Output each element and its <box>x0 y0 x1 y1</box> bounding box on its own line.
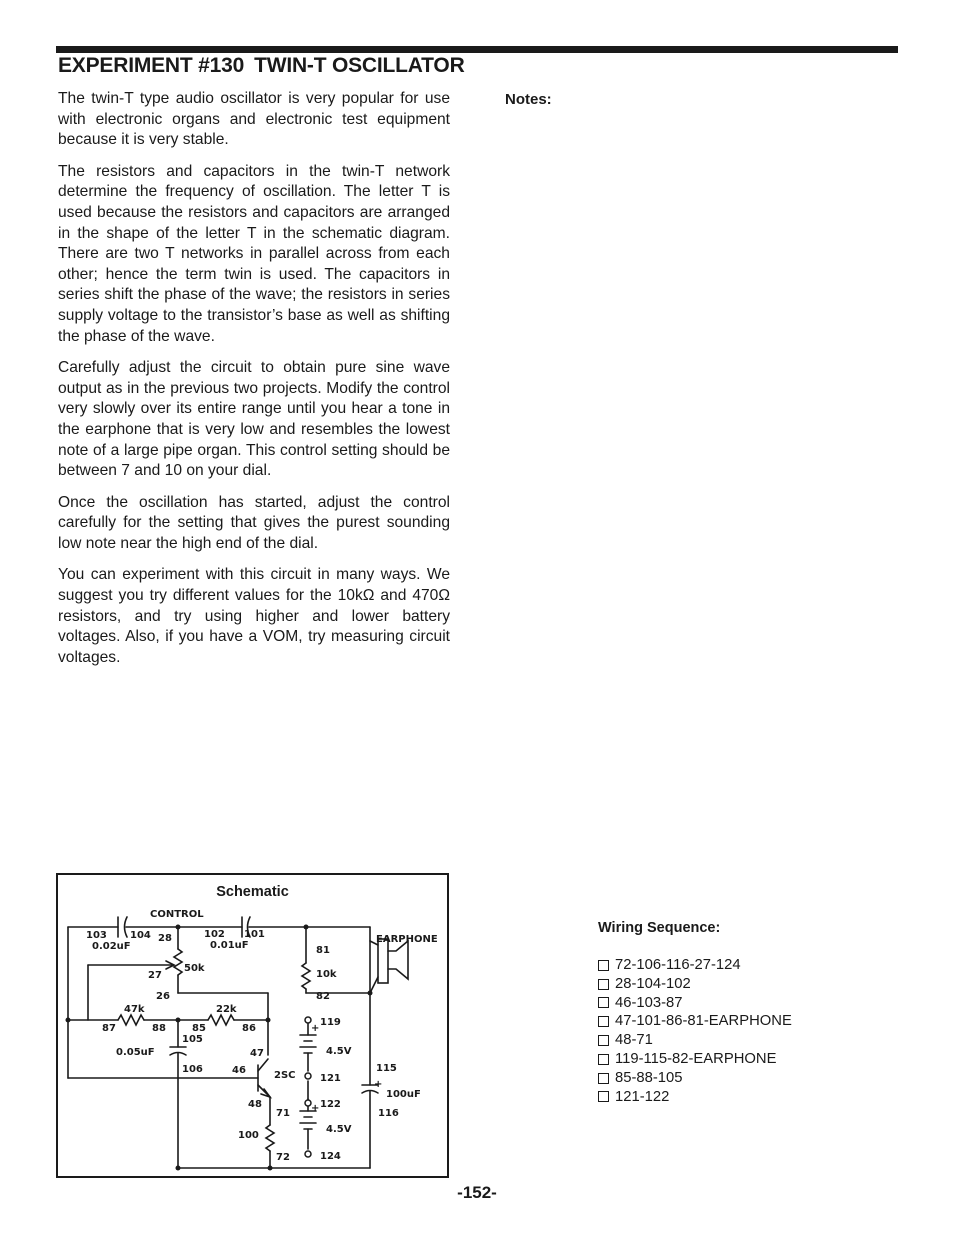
label-115: 115 <box>376 1063 397 1074</box>
label-81: 81 <box>316 945 330 956</box>
label-0-05uf: 0.05uF <box>116 1047 155 1058</box>
label-104: 104 <box>130 930 151 941</box>
wiring-step <box>598 1069 792 1088</box>
page-number: -152- <box>457 1183 497 1202</box>
label-100uf: 100uF <box>386 1089 421 1100</box>
wiring-step-text: 119-115-82-EARPHONE <box>615 1050 777 1067</box>
label-0-02uf: 0.02uF <box>92 941 131 952</box>
schematic-diagram <box>58 875 446 1175</box>
body-text <box>58 89 450 679</box>
wiring-step-text: 28-104-102 <box>615 975 691 992</box>
experiment-title: TWIN-T OSCILLATOR <box>254 54 465 77</box>
wiring-title: Wiring Sequence: <box>598 920 721 936</box>
label-121: 121 <box>320 1073 341 1084</box>
label-72: 72 <box>276 1152 290 1163</box>
label-46: 46 <box>232 1065 246 1076</box>
schematic-title: Schematic <box>216 884 289 900</box>
label-103: 103 <box>86 930 107 941</box>
label-10k: 10k <box>316 969 337 980</box>
label-86: 86 <box>242 1023 256 1034</box>
wiring-step-text: 72-106-116-27-124 <box>615 957 741 973</box>
notes-label: Notes: <box>505 91 552 108</box>
checkbox[interactable] <box>598 1091 609 1102</box>
wiring-step <box>598 1050 792 1069</box>
label-50k: 50k <box>184 963 205 974</box>
paragraph: The twin-T type audio oscillator is very popular for use with electronic organs and electronic test equipment because it is very stable. <box>58 90 450 149</box>
label-106: 106 <box>182 1064 203 1075</box>
checkbox[interactable] <box>598 1035 609 1046</box>
label-2sc: 2SC <box>274 1070 296 1081</box>
wiring-step-text: 47-101-86-81-EARPHONE <box>615 1013 792 1030</box>
page-title <box>58 54 465 78</box>
label-control: CONTROL <box>150 909 204 920</box>
label-0-01uf: 0.01uF <box>210 940 249 951</box>
label-124: 124 <box>320 1151 341 1162</box>
wiring-step-text: 46-103-87 <box>615 994 683 1011</box>
label-122: 122 <box>320 1099 341 1110</box>
label-101: 101 <box>244 929 265 940</box>
label-71: 71 <box>276 1108 290 1119</box>
checkbox[interactable] <box>598 979 609 990</box>
label-27: 27 <box>148 970 162 981</box>
label-116: 116 <box>378 1108 399 1119</box>
label-102: 102 <box>204 929 225 940</box>
label-47: 47 <box>250 1048 264 1059</box>
experiment-number: EXPERIMENT #130 <box>58 54 245 77</box>
label-85: 85 <box>192 1023 206 1034</box>
label-22k: 22k <box>216 1004 237 1015</box>
wiring-list <box>598 956 792 1106</box>
checkbox[interactable] <box>598 960 609 971</box>
wiring-step <box>598 1012 792 1031</box>
top-rule <box>56 46 898 53</box>
label-plus: + <box>374 1079 383 1090</box>
wiring-step <box>598 1088 792 1107</box>
paragraph: The resistors and capacitors in the twin-T network determine the frequency of oscillation. The letter T is used because the resistors and capacitors are arranged in the shape of the letter T in the schematic diagram. There are two T networks in parallel across from each other; hence the term twin is used. The capacitors in series shift the phase of the wave; the resistors in series supply voltage to the transistor’s base as well as shifting the phase of the wave. <box>58 162 450 345</box>
label-4-5v-bottom: 4.5V <box>326 1124 352 1135</box>
checkbox[interactable] <box>598 1054 609 1065</box>
label-earphone: EARPHONE <box>376 934 438 945</box>
wiring-step-text: 48-71 <box>615 1032 653 1049</box>
paragraph: Carefully adjust the circuit to obtain pure sine wave output as in the previous two projects. Modify the control very slowly over its entire range until you hear a tone in the earphone that is very low and resembles the lowest note of a large pipe organ. This control setting should be between 7 and 10 on your dial. <box>58 359 450 480</box>
label-28: 28 <box>158 933 172 944</box>
label-47k: 47k <box>124 1004 145 1015</box>
wiring-sequence <box>598 920 792 1106</box>
label-82: 82 <box>316 991 330 1002</box>
label-48: 48 <box>248 1099 262 1110</box>
label-119: 119 <box>320 1017 341 1028</box>
checkbox[interactable] <box>598 1073 609 1084</box>
wiring-step-text: 85-88-105 <box>615 1069 683 1086</box>
wiring-step <box>598 975 792 994</box>
label-100: 100 <box>238 1130 259 1141</box>
wiring-step-text: 121-122 <box>615 1088 670 1105</box>
paragraph: You can experiment with this circuit in many ways. We suggest you try different values for the 10kΩ and 470Ω resistors, and try using higher and lower battery voltages. Also, if you have a VOM, try measuring circuit voltages. <box>58 566 450 666</box>
checkbox[interactable] <box>598 1016 609 1027</box>
wiring-step <box>598 956 792 975</box>
label-26: 26 <box>156 991 170 1002</box>
label-87: 87 <box>102 1023 116 1034</box>
label-plus: + <box>311 1103 320 1114</box>
schematic-figure <box>56 873 449 1178</box>
wiring-step <box>598 1031 792 1050</box>
wiring-step <box>598 994 792 1013</box>
label-plus: + <box>311 1023 320 1034</box>
checkbox[interactable] <box>598 997 609 1008</box>
label-105: 105 <box>182 1034 203 1045</box>
paragraph: Once the oscillation has started, adjust the control carefully for the setting that gives the purest sounding low note near the high end of the dial. <box>58 493 450 552</box>
label-88: 88 <box>152 1023 166 1034</box>
label-4-5v-top: 4.5V <box>326 1046 352 1057</box>
